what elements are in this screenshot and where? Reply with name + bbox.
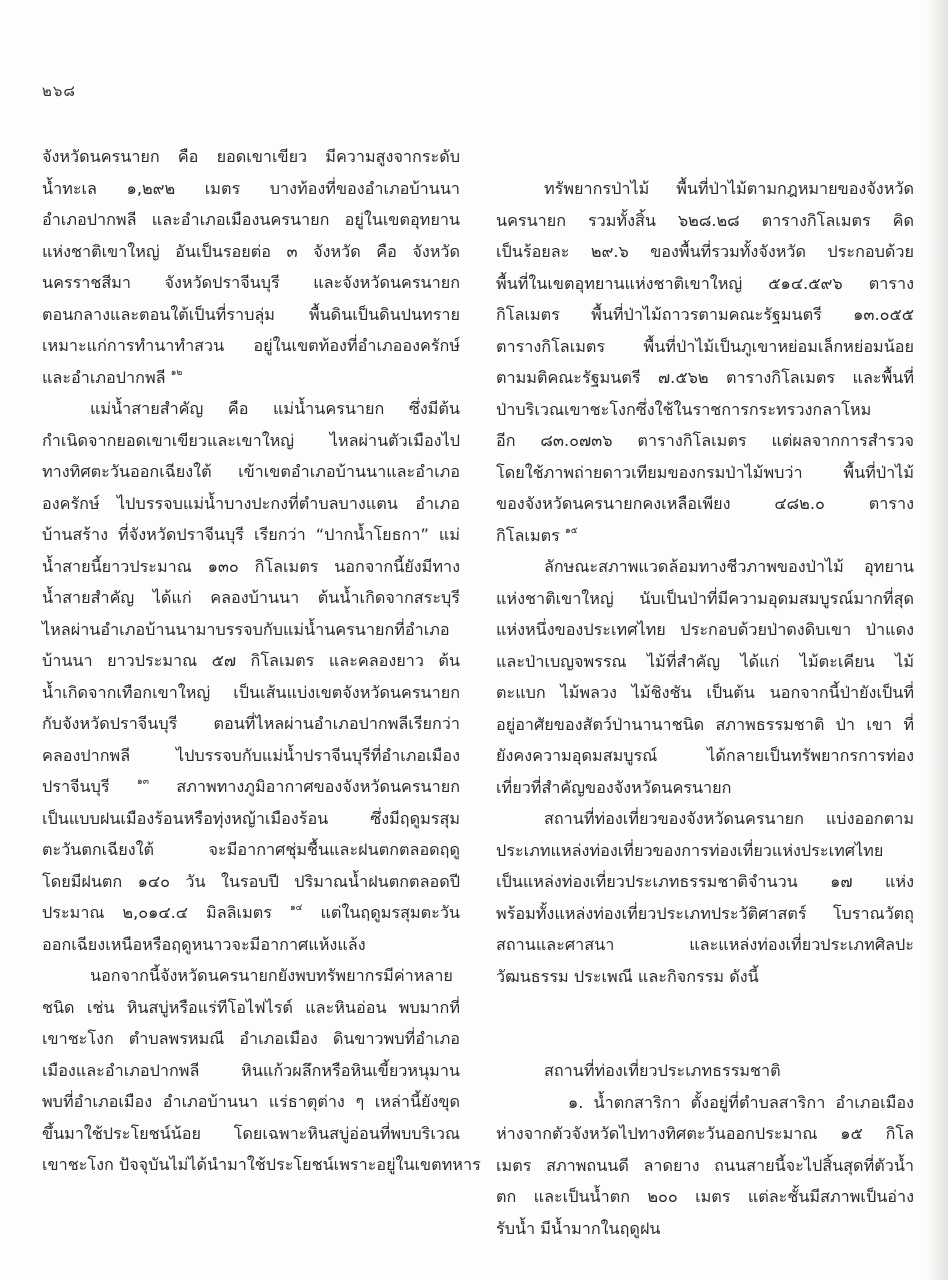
text-line: น้ำสายสำคัญ ได้แก่ คลองบ้านนา ต้นน้ำเกิดจากสระบุรี (42, 588, 460, 607)
text-line: นอกจากนี้จังหวัดนครนายกยังพบทรัพยากรมีค่าหลาย (90, 966, 453, 985)
text-line: น้ำทะเล ๑,๒๙๒ เมตร บางท้องที่ของอำเภอบ้านนา (42, 178, 460, 198)
text-line: เป็นแหล่งท่องเที่ยวประเภทธรรมชาติจำนวน ๑๗ แห่ง (496, 872, 914, 891)
footnote-marker: ๑๒ (170, 367, 183, 378)
text-line: โดยมีฝนตก ๑๔๐ วัน ในรอบปี ปริมาณน้ำฝนตกตลอดปี (42, 871, 460, 891)
paragraph-biological-environment (496, 551, 914, 803)
text-line: น้ำเกิดจากเทือกเขาใหญ่ เป็นเส้นแบ่งเขตจังหวัดนครนายก (42, 682, 460, 702)
text-line: ตอนกลางและตอนใต้เป็นที่ราบลุ่ม พื้นดินเป็นดินปนทราย (42, 304, 460, 324)
text-line: โดยใช้ภาพถ่ายดาวเทียมของกรมป่าไม้พบว่า พื้นที่ป่าไม้ (496, 462, 914, 482)
footnote-marker: ๑๓ (137, 777, 149, 787)
text-line: ทางทิศตะวันออกเฉียงใต้ เข้าเขตอำเภอบ้านนาและอำเภอ (42, 462, 460, 481)
text-line: กำเนิดจากยอดเขาเขียวและเขาใหญ่ ไหลผ่านตัวเมืองไป (42, 430, 460, 450)
text-line: บ้านนา ยาวประมาณ ๕๗ กิโลเมตร และคลองยาว ต้น (42, 651, 460, 670)
text-line: ขึ้นมาใช้ประโยชน์น้อย โดยเฉพาะหินสบู่อ่อนที่พบบริเวณ (42, 1123, 460, 1143)
text-line: อยู่อาศัยของสัตว์ป่านานาชนิด สภาพธรรมชาติ ป่า เขา ที่ (496, 714, 914, 734)
spacer (496, 992, 914, 1024)
text-line: ออกเฉียงเหนือหรือฤดูหนาวจะมีอากาศแห้งแล้ง (42, 934, 366, 954)
text-line: พื้นที่ในเขตอุทยานแห่งชาติเขาใหญ่ ๕๑๔.๕๙๖ ตาราง (496, 273, 914, 293)
text-line: กับจังหวัดปราจีนบุรี ตอนที่ไหลผ่านอำเภอปากพลีเรียกว่า (42, 714, 460, 733)
paragraph-forest-resources (496, 173, 914, 551)
text-line: แห่งหนึ่งของประเทศไทย ประกอบด้วยป่าดงดิบเขา ป่าแดง (496, 620, 914, 639)
text-line: เป็นร้อยละ ๒๙.๖ ของพื้นที่รวมทั้งจังหวัด ประกอบด้วย (496, 242, 914, 261)
text-line: เป็นแบบฝนเมืองร้อนหรือทุ่งหญ้าเมืองร้อน ซึ่งมีฤดูมรสุม (42, 808, 460, 828)
text-line: ยังคงความอุดมสมบูรณ์ ได้กลายเป็นทรัพยากรการท่อง (496, 746, 914, 765)
paragraph-rivers-climate (42, 393, 460, 960)
text-line: ป่าบริเวณเขาชะโงกซึ่งใช้ในราชการกระทรวงกลาโหม (496, 399, 872, 419)
text-line (496, 520, 914, 552)
text-line: สถานที่ท่องเที่ยวของจังหวัดนครนายก แบ่งออกตาม (544, 809, 914, 828)
text-line: นครราชสีมา จังหวัดปราจีนบุรี และจังหวัดนครนายก (42, 273, 460, 292)
text-line: ตก และเป็นน้ำตก ๒๐๐ เมตร แต่ละชั้นมีสภาพเป็นอ่าง (496, 1187, 914, 1206)
paragraph-tourist-attractions (496, 803, 914, 992)
text-line: อีก ๘๓.๐๗๓๖ ตารางกิโลเมตร แต่ผลจากการสำรวจ (496, 431, 914, 450)
text-line: บ้านสร้าง ที่จังหวัดปราจีนบุรี เรียกว่า “ปากน้ำโยธกา” แม่ (42, 525, 460, 544)
text-line: น้ำสายนี้ยาวประมาณ ๑๓๐ กิโลเมตร นอกจากนี้ยังมีทาง (42, 556, 460, 576)
section-heading: สถานที่ท่องเที่ยวประเภทธรรมชาติ (544, 1061, 781, 1080)
text-line: องครักษ์ ไปบรรจบแม่น้ำบางปะกงที่ตำบลบางแตน อำเภอ (42, 493, 460, 513)
text-line: นครนายก รวมทั้งสิ้น ๖๒๘.๒๘ ตารางกิโลเมตร คิด (496, 210, 914, 230)
text-line: เขาชะโงก ตำบลพรหมณี อำเภอเมือง ดินขาวพบที่อำเภอ (42, 1029, 460, 1048)
footnote-marker: ๑๔ (289, 903, 303, 913)
text-line: อำเภอปากพลี และอำเภอเมืองนครนายก อยู่ในเขตอุทยาน (42, 210, 460, 229)
page-binding-shadow (926, 0, 948, 1280)
text-line: เขาชะโงก ปัจจุบันไม่ได้นำมาใช้ประโยชน์เพราะอยู่ในเขตทหาร (42, 1155, 481, 1174)
spacer (496, 1024, 914, 1056)
text-line: เมืองและอำเภอปากพลี หินแก้วผลึกหรือหินเขี้ยวหนุมาน (42, 1060, 460, 1080)
text-line: กิโลเมตร พื้นที่ป่าไม้ถาวรตามคณะรัฐมนตรี ๑๓.๐๕๕ (496, 305, 914, 324)
text-line: แห่งชาติเขาใหญ่ อันเป็นรอยต่อ ๓ จังหวัด คือ จังหวัด (42, 241, 460, 261)
text-line: ตารางกิโลเมตร พื้นที่ป่าไม้เป็นภูเขาหย่อมเล็กหย่อมน้อย (496, 336, 914, 356)
text-line: ลักษณะสภาพแวดล้อมทางชีวภาพของป่าไม้ อุทยาน (544, 557, 914, 576)
text-line: ตะวันตกเฉียงใต้ จะมีอากาศชุ่มชื้นและฝนตกตลอดฤดู (42, 840, 460, 859)
text-line: เหมาะแก่การทำนาทำสวน อยู่ในเขตท้องที่อำเภอองครักษ์ (42, 336, 460, 355)
list-item-sarika-waterfall (496, 1087, 914, 1245)
paragraph-geography (42, 141, 460, 393)
text-line: ปราจีนบุรี $^{๑๓}$ สภาพทางภูมิอากาศของจังหวัดนครนายก (42, 777, 460, 796)
text-line: ประมาณ ๒,๐๑๔.๔ มิลลิเมตร $^{๑๔}$ แต่ในฤดูมรสุมตะวัน (42, 903, 460, 922)
text-line: ของจังหวัดนครนายกคงเหลือเพียง ๔๘๒.๐ ตาราง (496, 494, 914, 513)
text-line: ห่างจากตัวจังหวัดไปทางทิศตะวันออกประมาณ ๑๕ กิโล (496, 1124, 914, 1143)
text-line: ประเภทแหล่งท่องเที่ยวของการท่องเที่ยวแห่งประเทศไทย (496, 840, 884, 860)
text-line: จังหวัดนครนายก คือ ยอดเขาเขียว มีความสูงจากระดับ (42, 147, 460, 166)
text-line: รับน้ำ มีน้ำมากในฤดูฝน (496, 1218, 661, 1238)
page-number: ๒๖๘ (42, 82, 76, 100)
footnote-marker: ๑๕ (564, 525, 578, 536)
text-fragment: กิโลเมตร (496, 525, 560, 545)
text-line: และป่าเบญจพรรณ ไม้ที่สำคัญ ได้แก่ ไม้ตะเคียน ไม้ (496, 651, 914, 671)
text-line: แม่น้ำสายสำคัญ คือ แม่น้ำนครนายก ซึ่งมีต้น (90, 399, 460, 418)
text-line: ทรัพยากรป่าไม้ พื้นที่ป่าไม้ตามกฎหมายของจังหวัด (544, 179, 914, 198)
text-line: ตามมติคณะรัฐมนตรี ๗.๕๖๒ ตารางกิโลเมตร และพื้นที่ (496, 368, 914, 387)
text-line: สถานและศาสนา และแหล่งท่องเที่ยวประเภทศิลปะ (496, 935, 914, 954)
text-line: เมตร สภาพถนนดี ลาดยาง ถนนสายนี้จะไปสิ้นสุดที่ตัวน้ำ (496, 1155, 914, 1175)
text-line: เที่ยวที่สำคัญของจังหวัดนครนายก (496, 777, 732, 797)
text-line: ตะแบก ไม้พลวง ไม้ชิงชัน เป็นต้น นอกจากนี้ป่ายังเป็นที่ (496, 683, 914, 702)
text-line: พร้อมทั้งแหล่งท่องเที่ยวประเภทประวัติศาสตร์ โบราณวัตถุ (496, 903, 914, 923)
text-line: คลองปากพลี ไปบรรจบกับแม่น้ำปราจีนบุรีที่อำเภอเมือง (42, 745, 460, 765)
text-line: พบที่อำเภอเมือง อำเภอบ้านนา แร่ธาตุต่าง ๆ เหล่านี้ยังขุด (42, 1092, 460, 1111)
text-line: ชนิด เช่น หินสบู่หรือแร่ทีโอไฟไรต์ และหินอ่อน พบมากที่ (42, 997, 460, 1017)
left-column (42, 141, 481, 1181)
right-column (496, 173, 914, 1244)
text-line: วัฒนธรรม ประเพณี และกิจกรรม ดังนี้ (496, 966, 759, 986)
text-fragment: และอำเภอปากพลี (42, 367, 166, 387)
text-line: ไหลผ่านอำเภอบ้านนามาบรรจบกับแม่น้ำนครนายกที่อำเภอ (42, 619, 450, 639)
paragraph-minerals (42, 960, 481, 1181)
text-line (42, 362, 460, 394)
text-line: ๑. น้ำตกสาริกา ตั้งอยู่ที่ตำบลสาริกา อำเภอเมือง (568, 1092, 914, 1112)
text-line: แห่งชาติเขาใหญ่ นับเป็นป่าที่มีความอุดมสมบูรณ์มากที่สุด (496, 588, 914, 608)
